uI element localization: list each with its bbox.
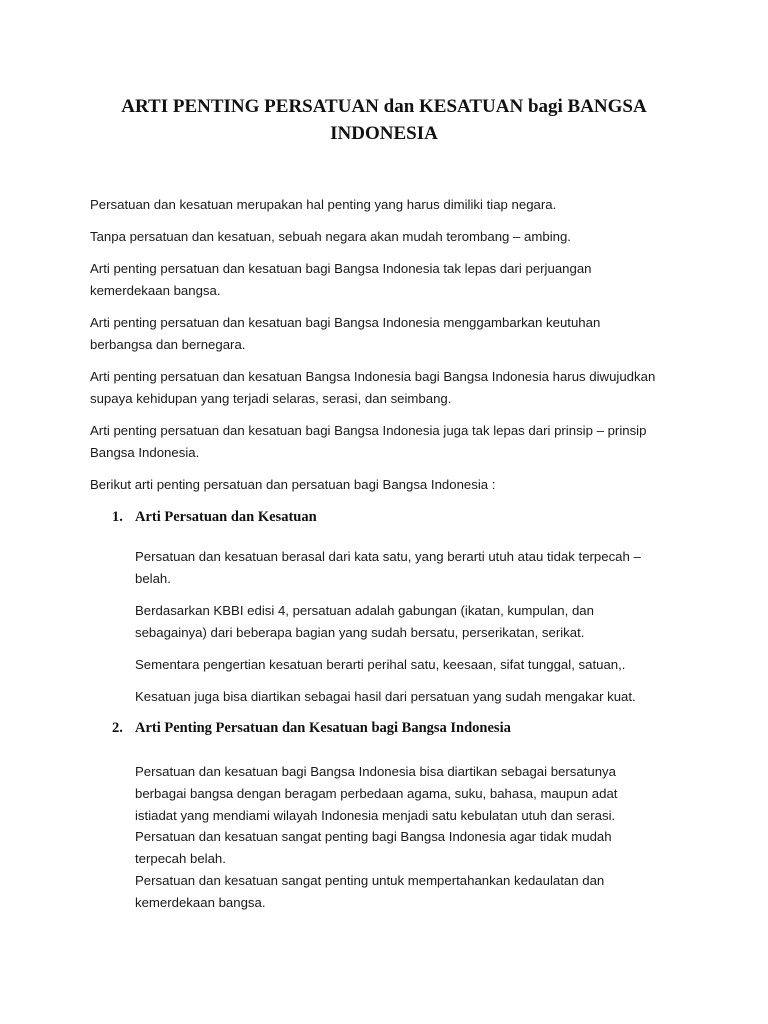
section-line: kemerdekaan bangsa. bbox=[135, 895, 266, 910]
intro-line: Bangsa Indonesia. bbox=[90, 445, 200, 460]
intro-line: Tanpa persatuan dan kesatuan, sebuah negara akan mudah terombang – ambing. bbox=[90, 229, 571, 244]
section-line: Persatuan dan kesatuan berasal dari kata satu, yang berarti utuh atau tidak terpecah – bbox=[135, 549, 641, 564]
intro-line: Arti penting persatuan dan kesatuan Bangsa Indonesia bagi Bangsa Indonesia harus diwujudkan bbox=[90, 369, 656, 384]
document-title-line-2: INDONESIA bbox=[330, 123, 438, 144]
section-line: berbagai bangsa dengan beragam perbedaan agama, suku, bahasa, maupun adat bbox=[135, 786, 618, 801]
section-line: terpecah belah. bbox=[135, 851, 226, 866]
section-number: 1. bbox=[112, 509, 123, 525]
intro-line: Arti penting persatuan dan kesatuan bagi Bangsa Indonesia menggambarkan keutuhan bbox=[90, 315, 601, 330]
section-line: istiadat yang mendiami wilayah Indonesia menjadi satu kebulatan utuh dan serasi. bbox=[135, 808, 616, 823]
section-line: belah. bbox=[135, 571, 171, 586]
intro-line: supaya kehidupan yang terjadi selaras, serasi, dan seimbang. bbox=[90, 391, 452, 406]
section-line: Persatuan dan kesatuan bagi Bangsa Indonesia bisa diartikan sebagai bersatunya bbox=[135, 764, 616, 779]
section-line: Sementara pengertian kesatuan berarti perihal satu, keesaan, sifat tunggal, satuan,. bbox=[135, 657, 626, 672]
section-line: Persatuan dan kesatuan sangat penting bagi Bangsa Indonesia agar tidak mudah bbox=[135, 829, 612, 844]
section-title: Arti Persatuan dan Kesatuan bbox=[135, 509, 317, 525]
section-heading-2 bbox=[112, 717, 632, 739]
section-heading-1 bbox=[112, 506, 512, 528]
intro-line: Berikut arti penting persatuan dan persatuan bagi Bangsa Indonesia : bbox=[90, 477, 496, 492]
section-line: Berdasarkan KBBI edisi 4, persatuan adalah gabungan (ikatan, kumpulan, dan bbox=[135, 603, 594, 618]
intro-line: kemerdekaan bangsa. bbox=[90, 283, 221, 298]
intro-line: Arti penting persatuan dan kesatuan bagi Bangsa Indonesia juga tak lepas dari prinsip – prinsip bbox=[90, 423, 647, 438]
intro-line: Persatuan dan kesatuan merupakan hal penting yang harus dimiliki tiap negara. bbox=[90, 197, 557, 212]
intro-line: Arti penting persatuan dan kesatuan bagi Bangsa Indonesia tak lepas dari perjuangan bbox=[90, 261, 592, 276]
intro-line: berbangsa dan bernegara. bbox=[90, 337, 246, 352]
section-number: 2. bbox=[112, 720, 123, 736]
section-line: sebagainya) dari beberapa bagian yang sudah bersatu, perserikatan, serikat. bbox=[135, 625, 585, 640]
document-title-line-1: ARTI PENTING PERSATUAN dan KESATUAN bagi BANGSA bbox=[121, 96, 647, 117]
section-title: Arti Penting Persatuan dan Kesatuan bagi Bangsa Indonesia bbox=[135, 720, 511, 736]
section-line: Kesatuan juga bisa diartikan sebagai hasil dari persatuan yang sudah mengakar kuat. bbox=[135, 689, 636, 704]
section-line: Persatuan dan kesatuan sangat penting untuk mempertahankan kedaulatan dan bbox=[135, 873, 605, 888]
